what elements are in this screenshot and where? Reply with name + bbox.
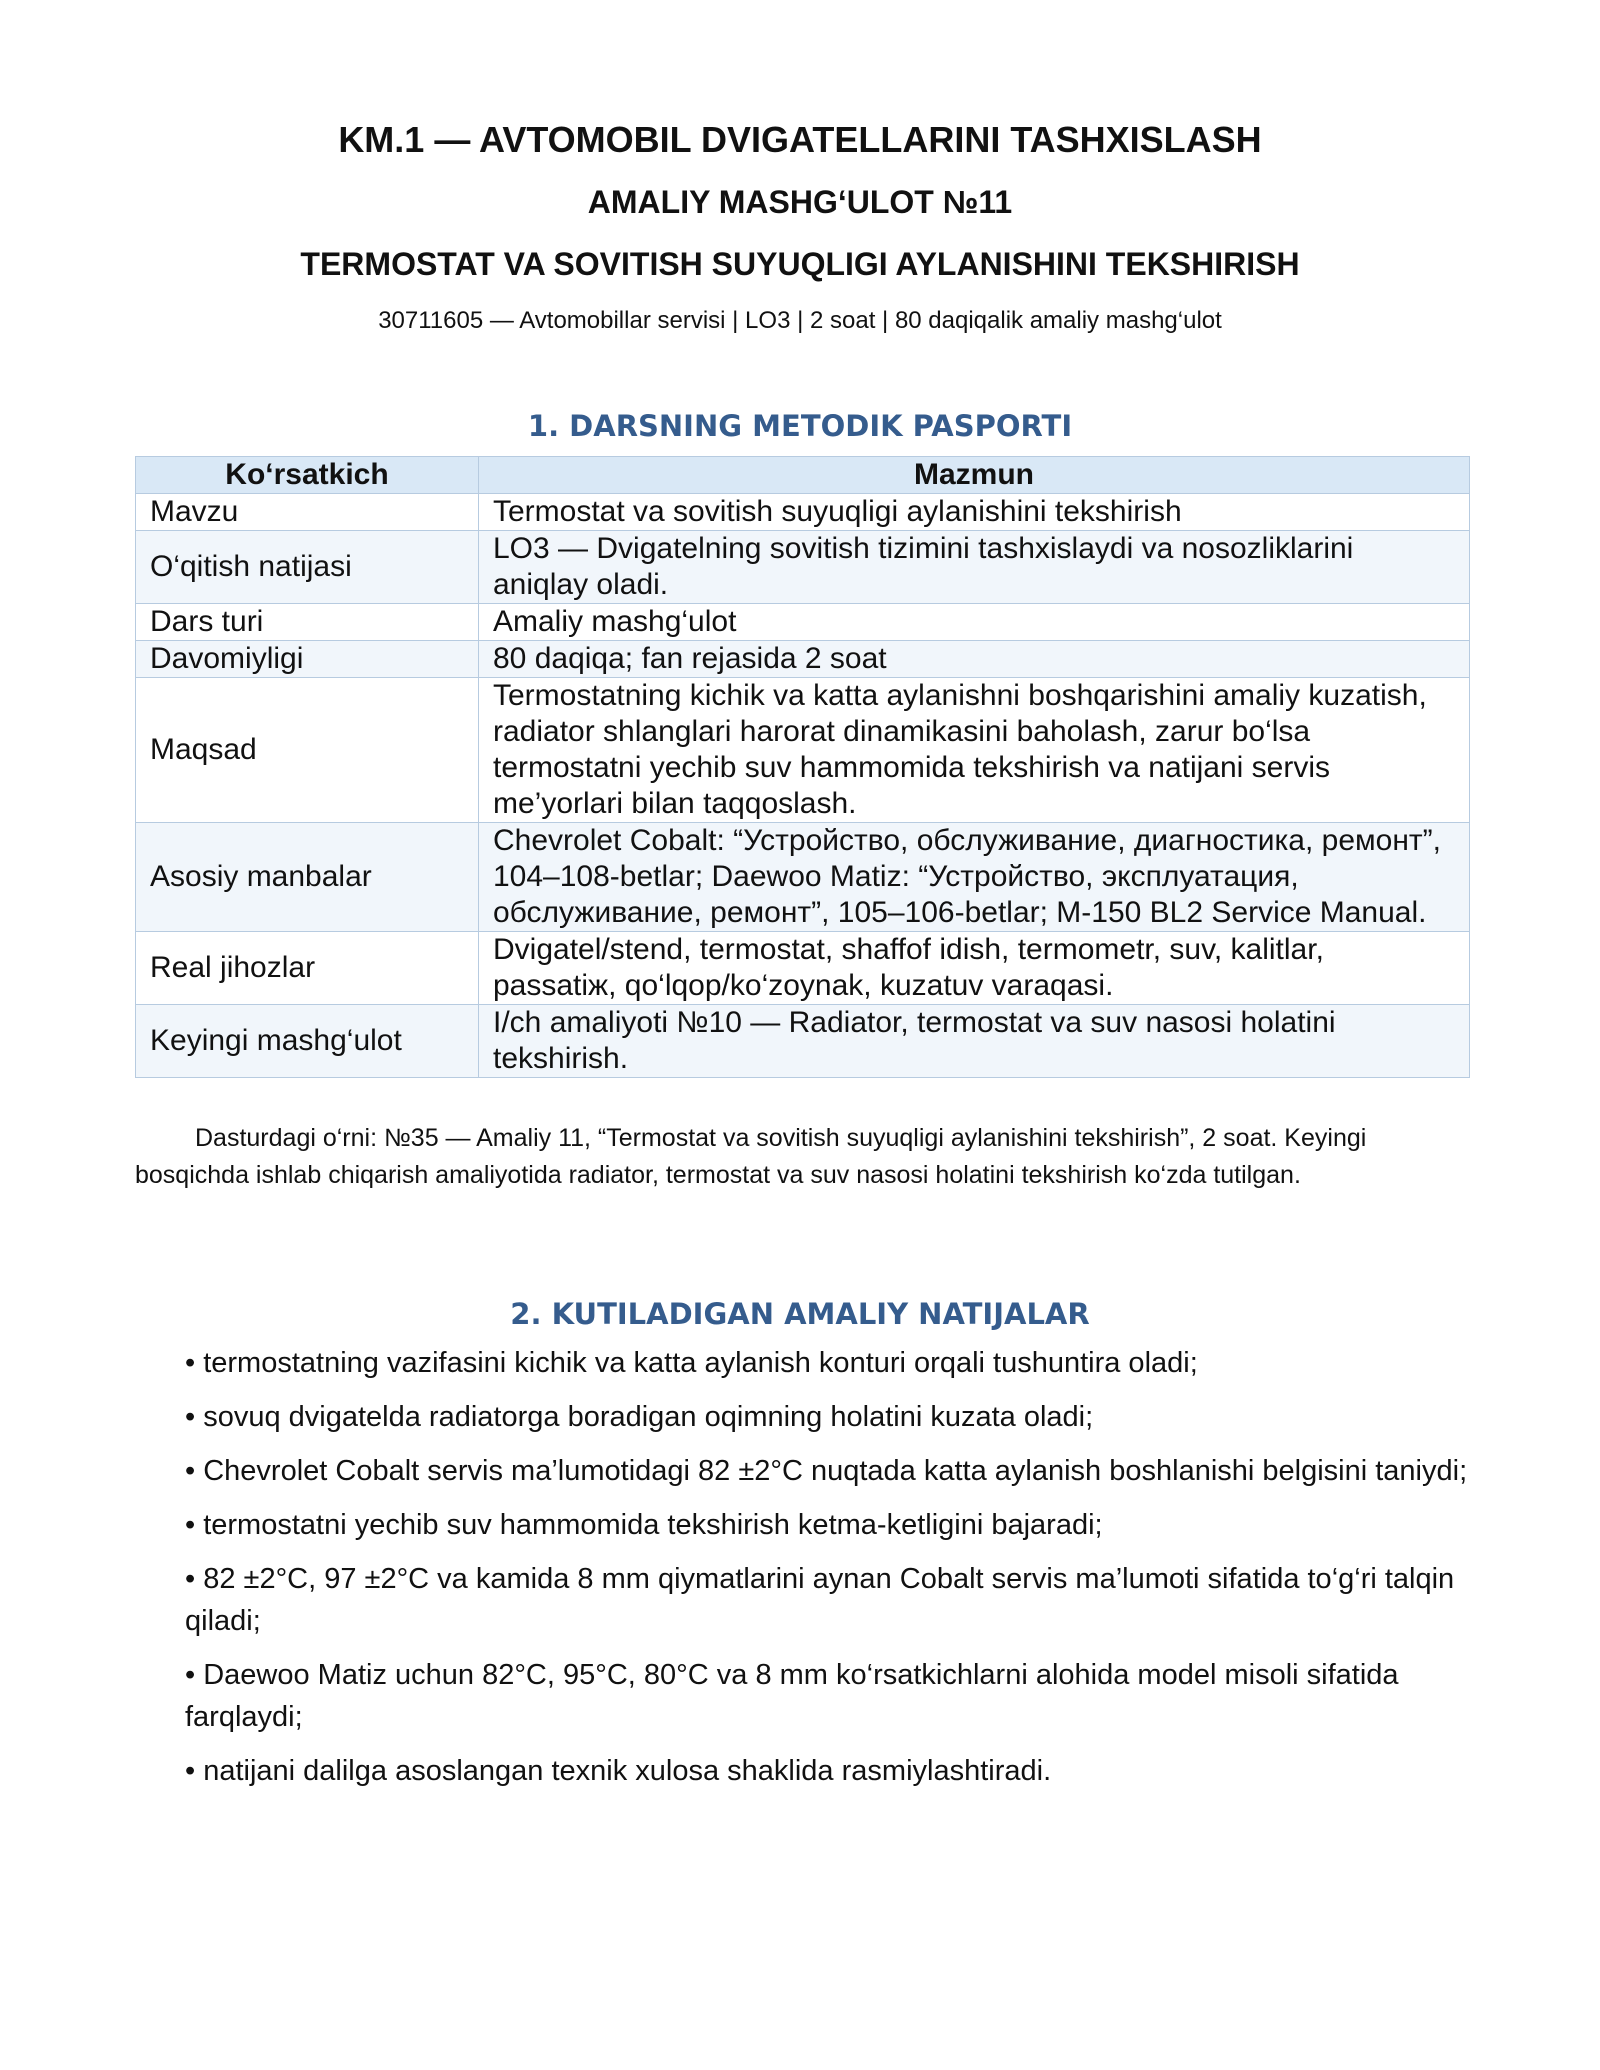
program-placement-note: Dasturdagi o‘rni: №35 — Amaliy 11, “Termostat va sovitish suyuqligi aylanishini tekshirish”, 2 soat. Keyingi bosqichda ishlab chiqarish amaliyotida radiator, termostat va suv nasosi holatini tekshirish ko‘zda tutilgan. — [135, 1124, 1367, 1189]
row-value: Amaliy mashg‘ulot — [479, 604, 1470, 641]
list-item: • sovuq dvigatelda radiatorga boradigan oqimning holatini kuzata oladi; — [185, 1401, 1094, 1433]
column-header-content: Mazmun — [479, 457, 1470, 494]
document-title: KM.1 — AVTOMOBIL DVIGATELLARINI TASHXISLASH — [338, 119, 1262, 160]
table-row — [136, 823, 1470, 932]
row-key: Davomiyligi — [136, 641, 479, 678]
section-2-heading: 2. KUTILADIGAN AMALIY NATIJALAR — [510, 1297, 1090, 1331]
row-key: Dars turi — [136, 604, 479, 641]
column-header-indicator: Ko‘rsatkich — [136, 457, 479, 494]
lesson-topic: TERMOSTAT VA SOVITISH SUYUQLIGI AYLANISHINI TEKSHIRISH — [300, 246, 1300, 282]
list-item: • Daewoo Matiz uchun 82°C, 95°C, 80°C va 8 mm ko‘rsatkichlarni alohida model misoli sifatida farqlaydi; — [185, 1659, 1399, 1733]
row-key: Keyingi mashg‘ulot — [136, 1005, 479, 1078]
row-key: Asosiy manbalar — [136, 823, 479, 932]
expected-outcomes-list — [185, 1342, 1475, 1804]
list-item: • termostatni yechib suv hammomida tekshirish ketma-ketligini bajaradi; — [185, 1509, 1103, 1541]
row-value: Termostat va sovitish suyuqligi aylanishini tekshirish — [479, 494, 1470, 531]
passport-table — [135, 456, 1470, 1078]
list-item: • termostatning vazifasini kichik va katta aylanish konturi orqali tushuntira oladi; — [185, 1347, 1198, 1379]
table-row — [136, 932, 1470, 1005]
row-value: LO3 — Dvigatelning sovitish tizimini tashxislaydi va nosozliklarini aniqlay oladi. — [479, 531, 1470, 604]
table-row — [136, 641, 1470, 678]
row-value: I/ch amaliyoti №10 — Radiator, termostat va suv nasosi holatini tekshirish. — [479, 1005, 1470, 1078]
section-1-heading: 1. DARSNING METODIK PASPORTI — [527, 409, 1073, 443]
lesson-number: AMALIY MASHG‘ULOT №11 — [587, 184, 1013, 220]
row-value: 80 daqiqa; fan rejasida 2 soat — [479, 641, 1470, 678]
table-row — [136, 531, 1470, 604]
course-meta: 30711605 — Avtomobillar servisi | LO3 | 2 soat | 80 daqiqalik amaliy mashg‘ulot — [378, 307, 1222, 334]
list-item: • 82 ±2°C, 97 ±2°C va kamida 8 mm qiymatlarini aynan Cobalt servis ma’lumoti sifatida to‘g‘ri talqin qiladi; — [185, 1563, 1455, 1637]
row-key: Mavzu — [136, 494, 479, 531]
row-value: Chevrolet Cobalt: “Устройство, обслуживание, диагностика, ремонт”, 104–108-betlar; Daewoo Matiz: “Устройство, эксплуатация, обслуживание, ремонт”, 105–106-betlar; M-150 BL2 Service Manual. — [479, 823, 1470, 932]
row-value: Dvigatel/stend, termostat, shaffof idish, termometr, suv, kalitlar, passatiж, qo‘lqop/ko‘zoynak, kuzatuv varaqasi. — [479, 932, 1470, 1005]
row-key: Real jihozlar — [136, 932, 479, 1005]
row-key: Maqsad — [136, 678, 479, 823]
table-row — [136, 494, 1470, 531]
table-header-row — [136, 457, 1470, 494]
table-row — [136, 678, 1470, 823]
table-row — [136, 1005, 1470, 1078]
row-key: O‘qitish natijasi — [136, 531, 479, 604]
table-row — [136, 604, 1470, 641]
row-value: Termostatning kichik va katta aylanishni boshqarishini amaliy kuzatish, radiator shlanglari harorat dinamikasini baholash, zarur bo‘lsa termostatni yechib suv hammomida tekshirish va natijani servis me’yorlari bilan taqqoslash. — [479, 678, 1470, 823]
list-item: • natijani dalilga asoslangan texnik xulosa shaklida rasmiylashtiradi. — [185, 1755, 1052, 1787]
list-item: • Chevrolet Cobalt servis ma’lumotidagi 82 ±2°C nuqtada katta aylanish boshlanishi belgisini taniydi; — [185, 1455, 1468, 1487]
